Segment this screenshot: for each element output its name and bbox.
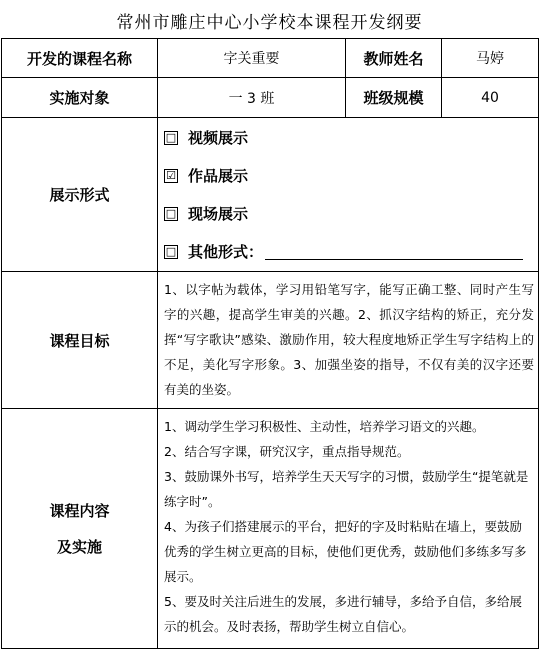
option-other[interactable] bbox=[164, 233, 538, 271]
target-value: 一 3 班 bbox=[158, 78, 346, 118]
option-label: 其他形式： bbox=[188, 243, 264, 261]
list-item: 1、调动学生学习积极性、主动性，培养学习语文的兴趣。 bbox=[164, 419, 485, 434]
row-course-goal bbox=[2, 272, 539, 409]
course-name-label: 开发的课程名称 bbox=[2, 39, 158, 78]
course-content-label-line1: 课程内容 bbox=[49, 501, 110, 520]
row-display-form bbox=[2, 118, 539, 272]
option-work[interactable] bbox=[164, 157, 538, 195]
list-item: 4、为孩子们搭建展示的平台，把好的字及时粘贴在墙上，要鼓励优秀的学生树立更高的目标，使他们更优秀，鼓励他们多练多写多展示。 bbox=[164, 519, 527, 584]
course-goal-text: 1、以字帖为载体，学习用铅笔写字，能写正确工整、同时产生写字的兴趣，提高学生审美的兴趣。2、抓汉字结构的矫正，充分发挥“写字歌诀”感染、激励作用，较大程度地矫正学生写字结构上的不足，美化写字形象。3、加强坐姿的指导，不仅有美的汉字还要有美的坐姿。 bbox=[158, 272, 539, 409]
course-content-list bbox=[158, 409, 539, 649]
target-label: 实施对象 bbox=[2, 78, 158, 118]
list-item: 3、鼓励课外书写，培养学生天天写字的习惯，鼓励学生“提笔就是练字时”。 bbox=[164, 469, 529, 509]
teacher-name-value: 马婷 bbox=[442, 39, 539, 78]
course-name-value: 字关重要 bbox=[158, 39, 346, 78]
class-size-value: 40 bbox=[442, 78, 539, 118]
list-item: 2、结合写字课，研究汉字，重点指导规范。 bbox=[164, 444, 410, 459]
checkbox-icon[interactable]: □ bbox=[165, 207, 177, 220]
display-form-options bbox=[158, 118, 539, 272]
document-title: 常州市雕庄中心小学校本课程开发纲要 bbox=[116, 13, 423, 33]
row-course-content bbox=[2, 409, 539, 649]
checkbox-icon[interactable]: □ bbox=[165, 245, 177, 258]
course-outline-table bbox=[1, 38, 539, 649]
other-form-blank-line[interactable] bbox=[265, 244, 523, 260]
course-goal-label: 课程目标 bbox=[2, 272, 158, 409]
list-item: 5、要及时关注后进生的发展，多进行辅导，多给予自信，多给展示的机会。及时表扬，帮助学生树立自信心。 bbox=[164, 594, 522, 634]
course-content-label bbox=[2, 409, 158, 649]
display-form-label: 展示形式 bbox=[2, 118, 158, 272]
row-course-name bbox=[2, 39, 539, 78]
option-video[interactable] bbox=[164, 119, 538, 157]
row-target bbox=[2, 78, 539, 118]
option-label: 作品展示 bbox=[188, 167, 249, 185]
teacher-name-label: 教师姓名 bbox=[346, 39, 442, 78]
option-live[interactable] bbox=[164, 195, 538, 233]
checkbox-icon[interactable]: □ bbox=[165, 131, 177, 144]
class-size-label: 班级规模 bbox=[346, 78, 442, 118]
option-label: 视频展示 bbox=[188, 129, 249, 147]
course-content-label-line2: 及实施 bbox=[56, 537, 102, 556]
checkbox-checked-icon[interactable]: ☑ bbox=[164, 169, 178, 183]
option-label: 现场展示 bbox=[188, 205, 249, 223]
